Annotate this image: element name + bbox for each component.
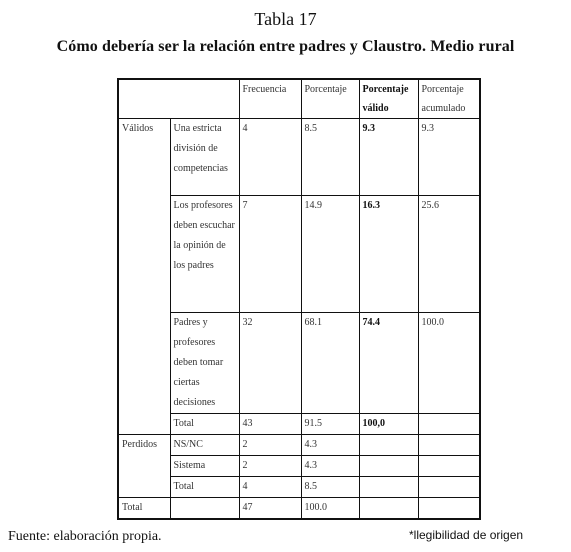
cell-frecuencia: 2 <box>239 456 301 477</box>
group-label-total: Total <box>118 498 170 520</box>
row-label: Una estricta división de competencias <box>170 119 239 196</box>
row-label: Padres y profesores deben tomar ciertas decisiones <box>170 313 239 414</box>
row-label: NS/NC <box>170 435 239 456</box>
cell-frecuencia: 4 <box>239 477 301 498</box>
row-label: Sistema <box>170 456 239 477</box>
group-label-perdidos: Perdidos <box>118 435 170 498</box>
row-label: Total <box>170 414 239 435</box>
cell-porcentaje-valido: 9.3 <box>359 119 418 196</box>
table-row <box>118 477 480 498</box>
cell-porcentaje: 8.5 <box>301 119 359 196</box>
cell-porcentaje: 14.9 <box>301 196 359 313</box>
header-empty-cell <box>118 79 239 119</box>
cell-porcentaje-valido <box>359 456 418 477</box>
table-row <box>118 414 480 435</box>
cell-porcentaje-acumulado <box>418 456 480 477</box>
cell-porcentaje: 4.3 <box>301 456 359 477</box>
data-table-container <box>117 78 479 520</box>
table-row <box>118 456 480 477</box>
cell-frecuencia: 2 <box>239 435 301 456</box>
source-footnote: Fuente: elaboración propia. <box>8 529 162 544</box>
cell-porcentaje-valido <box>359 435 418 456</box>
cell-porcentaje-valido <box>359 477 418 498</box>
cell-frecuencia: 32 <box>239 313 301 414</box>
table-number-title: Tabla 17 <box>254 9 317 29</box>
cell-frecuencia: 47 <box>239 498 301 520</box>
row-label: Total <box>170 477 239 498</box>
cell-porcentaje-valido: 16.3 <box>359 196 418 313</box>
cell-porcentaje-valido: 74.4 <box>359 313 418 414</box>
cell-porcentaje: 68.1 <box>301 313 359 414</box>
header-frecuencia: Frecuencia <box>239 79 301 119</box>
cell-porcentaje-acumulado <box>418 435 480 456</box>
cell-porcentaje-acumulado <box>418 477 480 498</box>
cell-frecuencia: 7 <box>239 196 301 313</box>
legibility-note: *llegibilidad de origen <box>409 528 524 542</box>
table-row <box>118 435 480 456</box>
table-header-row <box>118 79 480 119</box>
cell-frecuencia: 4 <box>239 119 301 196</box>
table-row <box>118 196 480 313</box>
row-label: Los profesores deben escuchar la opinión de los padres <box>170 196 239 313</box>
row-label <box>170 498 239 520</box>
cell-porcentaje: 8.5 <box>301 477 359 498</box>
cell-porcentaje-acumulado <box>418 498 480 520</box>
table-caption: Cómo debería ser la relación entre padres y Claustro. Medio rural <box>56 38 515 55</box>
cell-porcentaje-acumulado: 25.6 <box>418 196 480 313</box>
cell-porcentaje-valido <box>359 498 418 520</box>
cell-porcentaje-acumulado: 100.0 <box>418 313 480 414</box>
table-row <box>118 498 480 520</box>
group-label-validos: Válidos <box>118 119 170 435</box>
cell-frecuencia: 43 <box>239 414 301 435</box>
header-porcentaje: Porcentaje <box>301 79 359 119</box>
data-table <box>117 78 481 520</box>
header-porcentaje-acumulado: Porcentaje acumulado <box>418 79 480 119</box>
header-porcentaje-valido: Porcentaje válido <box>359 79 418 119</box>
cell-porcentaje: 4.3 <box>301 435 359 456</box>
cell-porcentaje: 100.0 <box>301 498 359 520</box>
cell-porcentaje: 91.5 <box>301 414 359 435</box>
cell-porcentaje-acumulado: 9.3 <box>418 119 480 196</box>
cell-porcentaje-acumulado <box>418 414 480 435</box>
table-row <box>118 119 480 196</box>
table-row <box>118 313 480 414</box>
cell-porcentaje-valido: 100,0 <box>359 414 418 435</box>
